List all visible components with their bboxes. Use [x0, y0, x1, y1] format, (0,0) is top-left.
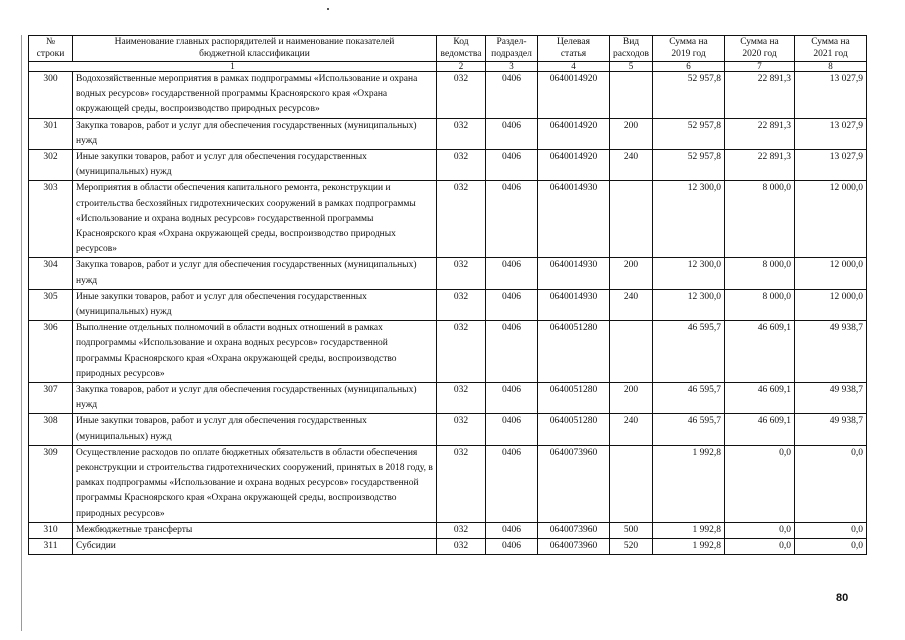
row-section: 0406	[486, 289, 538, 320]
row-sum-2020: 22 891,3	[725, 72, 795, 119]
row-sum-2019: 52 957,8	[653, 118, 725, 149]
row-sum-2020: 46 609,1	[725, 414, 795, 445]
table-row	[29, 118, 867, 149]
row-section: 0406	[486, 414, 538, 445]
table-row	[29, 445, 867, 522]
binding-edge-line	[21, 35, 22, 631]
row-number: 309	[29, 445, 73, 522]
row-sum-2021: 13 027,9	[795, 72, 867, 119]
row-sum-2021: 0,0	[795, 522, 867, 538]
header-num: № строки	[29, 36, 73, 62]
row-section: 0406	[486, 321, 538, 383]
row-name: Выполнение отдельных полномочий в области водных отношений в рамках подпрограммы «Использование и охрана водных ресурсов» государственной программы Красноярского края «Охрана окружающей среды, воспроизводство природных ресурсов»	[73, 321, 437, 383]
row-code: 032	[437, 181, 486, 258]
table-header-row	[29, 36, 867, 62]
row-type: 200	[610, 258, 653, 289]
row-target: 0640014930	[538, 289, 610, 320]
row-sum-2020: 0,0	[725, 445, 795, 522]
row-sum-2020: 46 609,1	[725, 321, 795, 383]
row-code: 032	[437, 321, 486, 383]
row-type: 200	[610, 383, 653, 414]
header-sum-2021: Сумма на 2021 год	[795, 36, 867, 62]
row-type	[610, 72, 653, 119]
row-sum-2021: 12 000,0	[795, 289, 867, 320]
header-section: Раздел- подраздел	[486, 36, 538, 62]
table-body	[29, 72, 867, 555]
table-row	[29, 539, 867, 555]
row-target: 0640014920	[538, 72, 610, 119]
row-sum-2020: 22 891,3	[725, 150, 795, 181]
row-sum-2020: 0,0	[725, 539, 795, 555]
row-section: 0406	[486, 150, 538, 181]
row-sum-2021: 49 938,7	[795, 321, 867, 383]
row-type	[610, 321, 653, 383]
row-type: 200	[610, 118, 653, 149]
row-section: 0406	[486, 258, 538, 289]
row-name: Водохозяйственные мероприятия в рамках подпрограммы «Использование и охрана водных ресурсов» государственной программы Красноярского края «Охрана окружающей среды, воспроизводство природных ресурсов»	[73, 72, 437, 119]
row-target: 0640014920	[538, 118, 610, 149]
column-number: 3	[486, 62, 538, 72]
row-code: 032	[437, 445, 486, 522]
row-number: 310	[29, 522, 73, 538]
row-code: 032	[437, 72, 486, 119]
row-name: Межбюджетные трансферты	[73, 522, 437, 538]
table-row	[29, 258, 867, 289]
column-number: 2	[437, 62, 486, 72]
column-number: 6	[653, 62, 725, 72]
header-name: Наименование главных распорядителей и наименование показателей бюджетной классификации	[73, 36, 437, 62]
row-number: 305	[29, 289, 73, 320]
row-sum-2020: 8 000,0	[725, 181, 795, 258]
row-name: Закупка товаров, работ и услуг для обеспечения государственных (муниципальных) нужд	[73, 118, 437, 149]
row-number: 307	[29, 383, 73, 414]
row-code: 032	[437, 150, 486, 181]
row-sum-2021: 49 938,7	[795, 414, 867, 445]
row-name: Закупка товаров, работ и услуг для обеспечения государственных (муниципальных) нужд	[73, 383, 437, 414]
row-code: 032	[437, 383, 486, 414]
row-target: 0640073960	[538, 445, 610, 522]
header-type: Вид расходов	[610, 36, 653, 62]
table-row	[29, 383, 867, 414]
row-section: 0406	[486, 72, 538, 119]
row-sum-2019: 1 992,8	[653, 539, 725, 555]
row-sum-2019: 52 957,8	[653, 150, 725, 181]
column-number: 4	[538, 62, 610, 72]
row-target: 0640014930	[538, 258, 610, 289]
row-sum-2019: 52 957,8	[653, 72, 725, 119]
row-sum-2020: 8 000,0	[725, 258, 795, 289]
row-sum-2020: 8 000,0	[725, 289, 795, 320]
row-number: 306	[29, 321, 73, 383]
row-sum-2019: 46 595,7	[653, 414, 725, 445]
row-name: Субсидии	[73, 539, 437, 555]
row-type: 240	[610, 289, 653, 320]
table-row	[29, 72, 867, 119]
row-sum-2019: 12 300,0	[653, 181, 725, 258]
row-sum-2020: 22 891,3	[725, 118, 795, 149]
row-type	[610, 445, 653, 522]
row-sum-2019: 46 595,7	[653, 383, 725, 414]
page-number: 80	[836, 592, 849, 604]
row-sum-2019: 12 300,0	[653, 258, 725, 289]
row-sum-2019: 12 300,0	[653, 289, 725, 320]
row-sum-2021: 0,0	[795, 445, 867, 522]
row-name: Осуществление расходов по оплате бюджетных обязательств в области обеспечения реконструкции и строительства гидротехнических сооружений, принятых в 2018 году, в рамках подпрограммы «Использование и охрана водных ресурсов» государственной программы Красноярского края «Охрана окружающей среды, воспроизводство природных ресурсов»	[73, 445, 437, 522]
row-section: 0406	[486, 181, 538, 258]
column-number: 1	[29, 62, 437, 72]
row-section: 0406	[486, 539, 538, 555]
row-name: Иные закупки товаров, работ и услуг для обеспечения государственных (муниципальных) нужд	[73, 150, 437, 181]
scan-mark	[327, 8, 329, 10]
row-name: Закупка товаров, работ и услуг для обеспечения государственных (муниципальных) нужд	[73, 258, 437, 289]
column-number: 7	[725, 62, 795, 72]
row-sum-2020: 46 609,1	[725, 383, 795, 414]
row-sum-2021: 12 000,0	[795, 258, 867, 289]
row-sum-2021: 13 027,9	[795, 150, 867, 181]
row-number: 302	[29, 150, 73, 181]
header-sum-2020: Сумма на 2020 год	[725, 36, 795, 62]
row-number: 308	[29, 414, 73, 445]
row-code: 032	[437, 414, 486, 445]
row-section: 0406	[486, 118, 538, 149]
row-target: 0640051280	[538, 414, 610, 445]
column-number-row	[29, 62, 867, 72]
column-number: 8	[795, 62, 867, 72]
row-sum-2020: 0,0	[725, 522, 795, 538]
row-number: 301	[29, 118, 73, 149]
row-code: 032	[437, 118, 486, 149]
header-target: Целевая статья	[538, 36, 610, 62]
row-type: 240	[610, 414, 653, 445]
table-row	[29, 414, 867, 445]
row-sum-2021: 12 000,0	[795, 181, 867, 258]
row-section: 0406	[486, 522, 538, 538]
budget-table	[28, 35, 867, 555]
row-type: 500	[610, 522, 653, 538]
column-number: 5	[610, 62, 653, 72]
row-name: Мероприятия в области обеспечения капитального ремонта, реконструкции и строительства бесхозяйных гидротехнических сооружений в рамках подпрограммы «Использование и охрана водных ресурсов» государственной программы Красноярского края «Охрана окружающей среды, воспроизводство природных ресурсов»	[73, 181, 437, 258]
table-row	[29, 522, 867, 538]
table-row	[29, 150, 867, 181]
row-target: 0640051280	[538, 383, 610, 414]
row-name: Иные закупки товаров, работ и услуг для обеспечения государственных (муниципальных) нужд	[73, 289, 437, 320]
table-row	[29, 181, 867, 258]
row-sum-2019: 1 992,8	[653, 522, 725, 538]
row-number: 311	[29, 539, 73, 555]
header-code: Код ведомства	[437, 36, 486, 62]
table-row	[29, 321, 867, 383]
row-code: 032	[437, 258, 486, 289]
row-sum-2021: 49 938,7	[795, 383, 867, 414]
row-code: 032	[437, 522, 486, 538]
row-number: 303	[29, 181, 73, 258]
row-type: 520	[610, 539, 653, 555]
row-target: 0640073960	[538, 522, 610, 538]
row-code: 032	[437, 289, 486, 320]
row-type: 240	[610, 150, 653, 181]
row-number: 300	[29, 72, 73, 119]
row-target: 0640014930	[538, 181, 610, 258]
row-target: 0640051280	[538, 321, 610, 383]
row-sum-2021: 13 027,9	[795, 118, 867, 149]
row-target: 0640014920	[538, 150, 610, 181]
row-section: 0406	[486, 383, 538, 414]
row-code: 032	[437, 539, 486, 555]
row-name: Иные закупки товаров, работ и услуг для обеспечения государственных (муниципальных) нужд	[73, 414, 437, 445]
table-row	[29, 289, 867, 320]
row-sum-2019: 46 595,7	[653, 321, 725, 383]
row-section: 0406	[486, 445, 538, 522]
row-type	[610, 181, 653, 258]
row-sum-2021: 0,0	[795, 539, 867, 555]
row-number: 304	[29, 258, 73, 289]
row-sum-2019: 1 992,8	[653, 445, 725, 522]
row-target: 0640073960	[538, 539, 610, 555]
header-sum-2019: Сумма на 2019 год	[653, 36, 725, 62]
